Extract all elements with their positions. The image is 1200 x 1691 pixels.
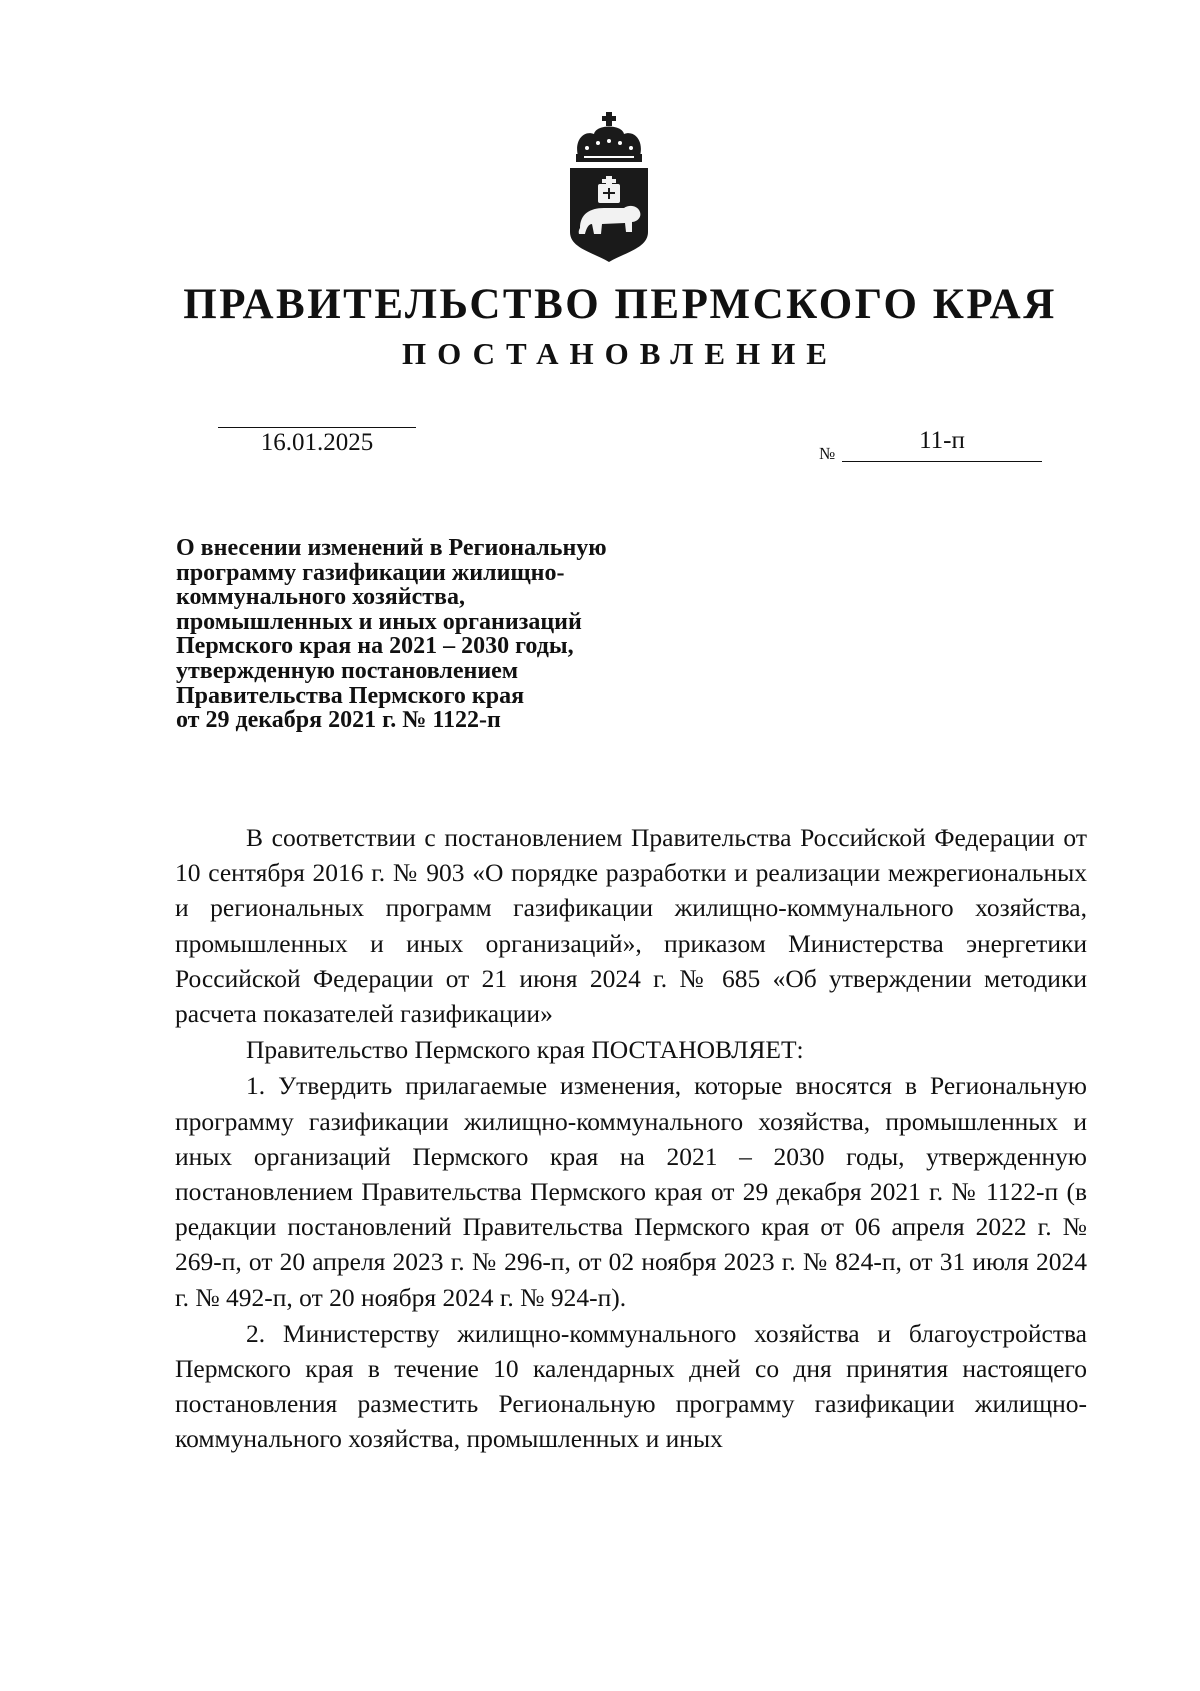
subject-line: коммунального хозяйства, [176,584,466,611]
subject-line: промышленных и иных организаций [176,608,582,635]
subject-line: Пермского края на 2021 – 2030 годы, [176,633,574,660]
document-body [175,820,1087,1457]
document-type-heading: ПОСТАНОВЛЕНИЕ [402,336,838,371]
document-subject [176,536,696,733]
subject-line: О внесении изменений в Региональную [176,535,607,561]
body-paragraph-preamble: В соответствии с постановлением Правительства Российской Федерации от 10 сентября 2016 г. № 903 «О порядке разработки и реализации межрегиональных и региональных программ газификации жилищно-коммунального хозяйства, промышленных и иных организаций», приказом Министерства энергетики Российской Федерации от 21 июня 2024 г. № 685 «Об утверждении методики расчета показателей газификации» [175,823,1087,1029]
subject-line: программу газификации жилищно- [176,559,565,586]
number-underline [842,461,1042,462]
document-date: 16.01.2025 [260,429,374,456]
organization-title: ПРАВИТЕЛЬСТВО ПЕРМСКОГО КРАЯ [183,281,1057,328]
body-paragraph-item-1: 1. Утвердить прилагаемые изменения, которые вносятся в Региональную программу газификации жилищно-коммунального хозяйства, промышленных и иных организаций Пермского края на 2021 – 2030 годы, утвержденную постановлением Правительства Пермского края от 29 декабря 2021 г. № 1122-п (в редакции постановлений Правительства Пермского края от 06 апреля 2022 г. № 269-п, от 20 апреля 2023 г. № 296-п, от 02 ноября 2023 г. № 824-п, от 31 июля 2024 г. № 492-п, от 20 ноября 2024 г. № 924-п). [175,1071,1087,1312]
subject-line: утвержденную постановлением [176,657,519,684]
date-underline [218,427,416,428]
coat-of-arms-icon [562,110,656,262]
document-number: 11-п [919,427,965,454]
number-label: № [819,444,836,463]
body-paragraph-resolves: Правительство Пермского края ПОСТАНОВЛЯЕТ: [246,1035,804,1065]
subject-line: от 29 декабря 2021 г. № 1122-п [176,707,501,734]
body-paragraph-item-2: 2. Министерству жилищно-коммунального хозяйства и благоустройства Пермского края в течение 10 календарных дней со дня принятия настоящего постановления разместить Региональную программу газификации жилищно-коммунального хозяйства, промышленных и иных [175,1318,1087,1454]
subject-line: Правительства Пермского края [176,682,525,709]
